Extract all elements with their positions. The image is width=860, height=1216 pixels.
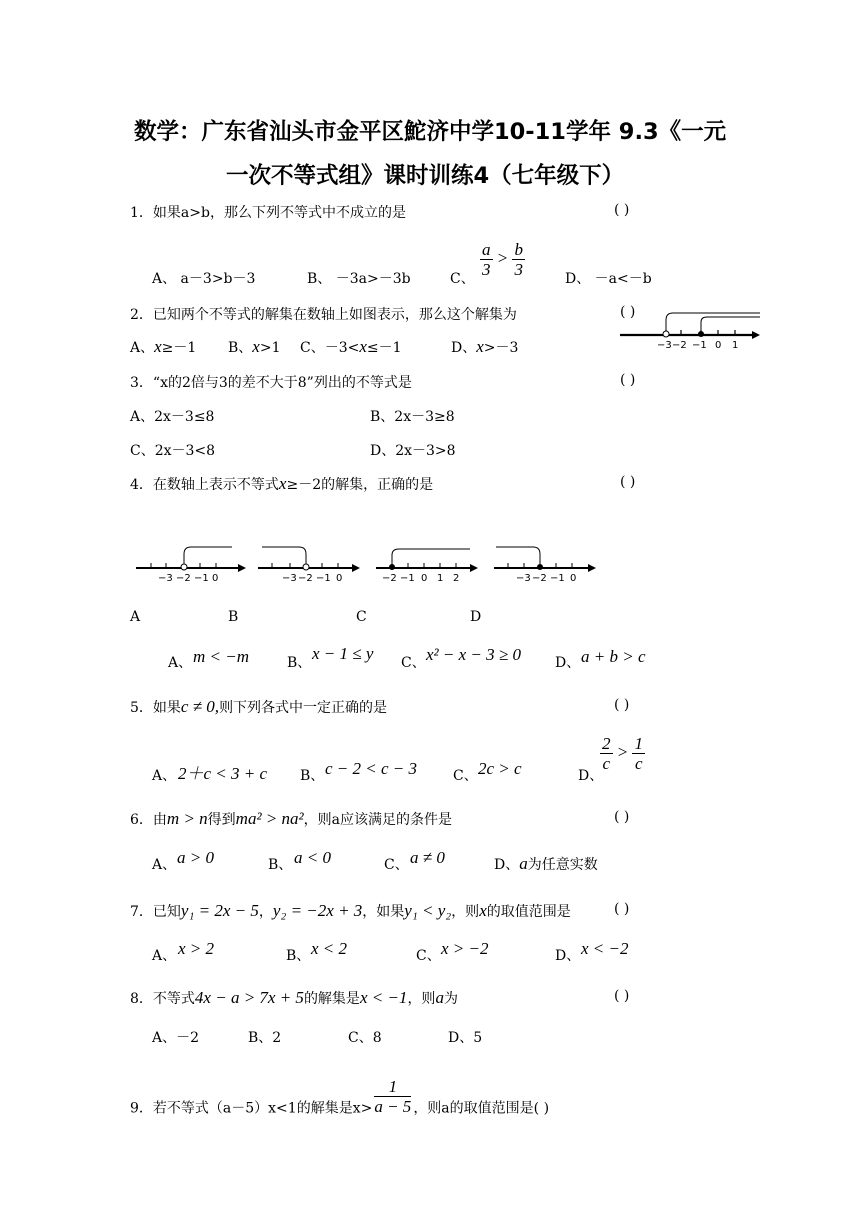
- q3-option-a: A、2x－3≤8: [130, 409, 215, 425]
- q6-option-c-label: C、: [384, 857, 409, 873]
- q3-paren: ( ): [620, 372, 636, 388]
- q6-d-math: a: [519, 854, 528, 873]
- q4-extra-d: a + b > c: [581, 647, 646, 666]
- q4-number-line-b: [258, 540, 362, 584]
- q4d-tick-label: −1: [550, 573, 565, 584]
- q2-b-rest: >1: [259, 340, 281, 356]
- q2-a-rest: ≥－1: [161, 340, 197, 356]
- q4-extra-b: x − 1 ≤ y: [312, 644, 374, 663]
- q7-option-a-label: A、: [152, 948, 177, 964]
- q4c-tick-label: 2: [453, 573, 460, 584]
- q4-label-d: D: [470, 609, 482, 625]
- q4a-tick-label: 0: [212, 573, 219, 584]
- q8-stem-post2: 为: [443, 991, 458, 1007]
- q8-option-c: C、8: [348, 1030, 382, 1046]
- q6-paren: ( ): [614, 809, 630, 825]
- q5-option-d-label: D、: [578, 768, 604, 784]
- q4b-tick-label: −3: [282, 573, 297, 584]
- q2-tick-label: −2: [672, 340, 687, 351]
- q1-c-gt: >: [496, 248, 509, 268]
- q4-label-c: C: [356, 609, 367, 625]
- q4-stem-pre: 4．在数轴上表示不等式: [130, 477, 279, 493]
- q2-option-b: [228, 337, 280, 357]
- q4b-tick-label: −1: [316, 573, 331, 584]
- q9-frac-den: a − 5: [374, 1097, 412, 1116]
- q2-b-label: B、: [228, 340, 253, 356]
- q2-b-x: x: [252, 337, 260, 356]
- q5-stem-post: 则下列各式中一定正确的是: [219, 700, 388, 716]
- q4-extra-b-label: B、: [287, 655, 312, 671]
- q4a-tick-label: −1: [194, 573, 209, 584]
- q7-option-a: x > 2: [178, 939, 215, 958]
- q5-stem: [130, 697, 387, 717]
- q7-paren: ( ): [614, 901, 630, 917]
- q5-d-denominator-1: c: [602, 754, 611, 773]
- q4c-tick-label: −2: [382, 573, 397, 584]
- q7-option-b-label: B、: [286, 948, 311, 964]
- q2-number-line: [620, 308, 760, 352]
- q4a-tick-label: −2: [176, 573, 191, 584]
- q8-stem-m1: 4x − a > 7x + 5: [194, 988, 304, 1007]
- q1-paren: ( ): [614, 202, 630, 218]
- q5-d-numerator-1: 2: [602, 734, 611, 753]
- q2-stem: 2．已知两个不等式的解集在数轴上如图表示，那么这个解集为: [130, 307, 517, 323]
- q8-stem-post1: ，则: [407, 991, 436, 1007]
- q7-stem-mid: ，如果: [362, 904, 405, 920]
- q6-stem-post: ，则a应该满足的条件是: [303, 812, 452, 828]
- q4c-tick-label: 1: [437, 573, 444, 584]
- q6-option-b: a < 0: [294, 848, 331, 867]
- q4a-tick-label: −3: [158, 573, 173, 584]
- q7-stem: [130, 901, 571, 921]
- q1-c-numerator-b: b: [514, 240, 523, 259]
- q2-d-x: x: [476, 337, 484, 356]
- q4-extra-c: x² − x − 3 ≥ 0: [426, 645, 521, 664]
- q8-paren: ( ): [614, 988, 630, 1004]
- q8-stem-a: a: [435, 988, 444, 1007]
- q4-extra-d-label: D、: [555, 655, 581, 671]
- q6-d-label: D、: [494, 857, 520, 873]
- q5-option-b: c − 2 < c − 3: [325, 759, 418, 778]
- q6-option-a-label: A、: [152, 857, 177, 873]
- title-line-2: 一次不等式组》课时训练4（七年级下）: [226, 163, 625, 189]
- q4-paren: ( ): [620, 474, 636, 490]
- q1-option-d: D、 －a<－b: [565, 271, 652, 287]
- q6-stem-mid: 得到: [207, 812, 236, 828]
- q2-a-label: A、: [130, 340, 155, 356]
- q4d-tick-label: 0: [570, 573, 577, 584]
- q7-option-c-label: C、: [416, 948, 441, 964]
- q5-option-a-label: A、: [152, 768, 177, 784]
- q6-option-d: [494, 854, 598, 874]
- q5-option-c: 2c > c: [478, 759, 522, 778]
- q4d-tick-label: −2: [532, 573, 547, 584]
- q8-option-d: D、5: [448, 1030, 483, 1046]
- q6-stem-m1: m > n: [166, 809, 208, 828]
- q4c-tick-label: 0: [421, 573, 428, 584]
- q6-stem-pre: 6．由: [130, 812, 167, 828]
- q1-option-a: A、 a－3>b－3: [152, 271, 256, 287]
- q4-extra-a: m < −m: [193, 647, 249, 666]
- q2-d-label: D、: [451, 340, 477, 356]
- q6-option-a: a > 0: [177, 848, 214, 867]
- q9-stem-post: ，则a的取值范围是( ): [413, 1100, 550, 1117]
- q4-stem-x: x: [278, 474, 287, 493]
- q6-option-b-label: B、: [268, 857, 293, 873]
- q7-option-d-label: D、: [555, 948, 581, 964]
- q4-extra-a-label: A、: [168, 655, 193, 671]
- q5-option-b-label: B、: [300, 768, 325, 784]
- q1-c-denominator-a: 3: [482, 260, 491, 279]
- q5-stem-pre: 5．如果: [130, 700, 181, 716]
- q5-d-numerator-2: 1: [634, 734, 643, 753]
- q2-option-d: [451, 337, 518, 357]
- q9-stem: [130, 1077, 550, 1128]
- q1-option-b: B、 －3a>－3b: [307, 271, 411, 287]
- q9-stem-pre: 9．若不等式（a－5）x<1的解集是x>: [130, 1100, 373, 1117]
- q4c-tick-label: −1: [400, 573, 415, 584]
- q9-fraction: [374, 1077, 411, 1116]
- q6-stem-m2: ma² > na²: [235, 809, 304, 828]
- q5-d-gt: >: [616, 742, 629, 762]
- q4d-tick-label: −3: [516, 573, 531, 584]
- q4b-tick-label: −2: [298, 573, 313, 584]
- q2-d-rest: >－3: [483, 340, 519, 356]
- q7-stem-post1: ，则: [451, 904, 480, 920]
- q2-a-x: x: [154, 337, 162, 356]
- q4-stem-post: ≥－2的解集，正确的是: [286, 477, 434, 493]
- q8-stem-m2: x < −1: [359, 988, 408, 1007]
- q5-stem-math: c ≠ 0,: [180, 697, 220, 716]
- q7-option-b: x < 2: [311, 939, 348, 958]
- q4-extra-c-label: C、: [401, 655, 426, 671]
- q5-option-a: 2＋c < 3 + c: [178, 764, 268, 783]
- q5-option-d-math: [600, 734, 645, 773]
- q3-option-b: B、2x－3≥8: [370, 409, 455, 425]
- q6-stem: [130, 809, 452, 829]
- q5-d-denominator-2: c: [634, 754, 643, 773]
- q1-option-c-math: [480, 240, 525, 279]
- q3-option-d: D、2x－3>8: [370, 443, 456, 459]
- q1-c-denominator-b: 3: [514, 260, 523, 279]
- q8-stem-mid: 的解集是: [303, 991, 360, 1007]
- q7-stem-pre: 7．已知: [130, 904, 181, 920]
- q8-option-a: A、－2: [152, 1030, 200, 1046]
- q4b-tick-label: 0: [336, 573, 343, 584]
- q2-tick-label: −3: [657, 340, 672, 351]
- q8-stem: [130, 988, 458, 1008]
- q7-stem-post2: 的取值范围是: [486, 904, 571, 920]
- q2-c-x: x: [359, 337, 367, 356]
- q2-tick-label: −1: [692, 340, 707, 351]
- q7-stem-sep: ，: [258, 904, 273, 920]
- q6-option-c: a ≠ 0: [410, 848, 445, 867]
- q4-number-line-d: [494, 540, 598, 584]
- q4-label-b: B: [228, 609, 239, 625]
- q5-option-c-label: C、: [453, 768, 478, 784]
- q8-option-b: B、2: [248, 1030, 282, 1046]
- q4-number-line-a: [136, 540, 248, 584]
- q2-tick-label: 1: [732, 340, 739, 351]
- q9-frac-num: 1: [374, 1077, 411, 1097]
- q4-number-line-c: [376, 540, 480, 584]
- q8-stem-pre: 8．不等式: [130, 991, 195, 1007]
- q2-c-label: C、－3<: [300, 340, 360, 356]
- q5-paren: ( ): [614, 697, 630, 713]
- q7-stem-y1: y₁ = 2x − 5: [180, 901, 259, 920]
- q6-d-text: 为任意实数: [527, 857, 598, 873]
- q1-option-c-label: C、: [450, 271, 475, 287]
- q2-option-a: [130, 337, 196, 357]
- q7-option-c: x > −2: [441, 939, 489, 958]
- q2-option-c: [300, 337, 402, 357]
- q7-stem-x: x: [479, 901, 487, 920]
- q7-stem-cond: y₁ < y₂: [404, 901, 452, 920]
- title-line-1: 数学：广东省汕头市金平区鮀济中学10-11学年 9.3《一元: [134, 119, 727, 145]
- q7-option-d: x < −2: [581, 939, 629, 958]
- q1-c-numerator-a: a: [482, 240, 491, 259]
- q3-stem: 3．“x的2倍与3的差不大于8”列出的不等式是: [130, 375, 412, 391]
- q7-stem-y2: y₂ = −2x + 3: [272, 901, 363, 920]
- q1-stem: 1．如果a>b，那么下列不等式中不成立的是: [130, 205, 406, 221]
- q2-c-rest: ≤－1: [366, 340, 402, 356]
- q4-stem: [130, 474, 433, 494]
- q4-label-a: A: [130, 609, 141, 625]
- q3-option-c: C、2x－3<8: [130, 443, 216, 459]
- q2-tick-label: 0: [715, 340, 722, 351]
- q2-paren: ( ): [620, 304, 636, 320]
